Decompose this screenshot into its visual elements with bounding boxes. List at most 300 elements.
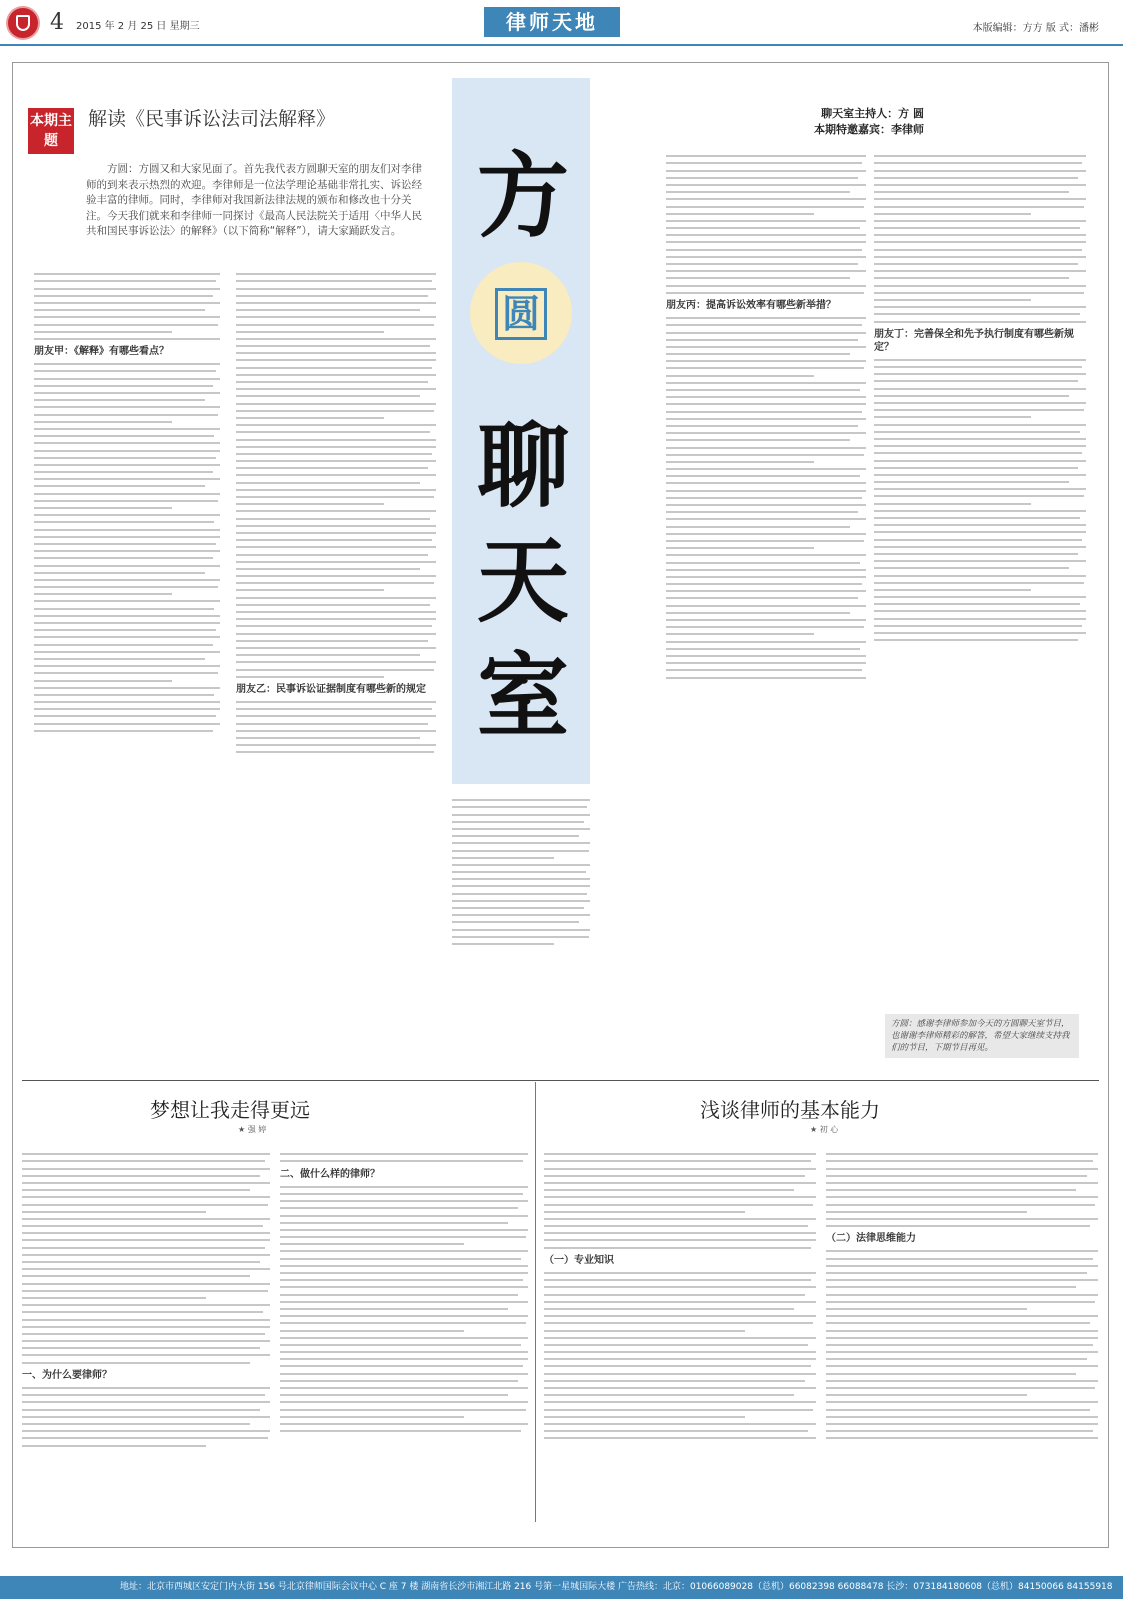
text-line (874, 546, 1086, 548)
text-line (544, 1330, 745, 1332)
text-line (666, 324, 862, 326)
text-line (874, 452, 1082, 454)
text-line (280, 1351, 528, 1353)
text-line (544, 1301, 816, 1303)
text-line (544, 1315, 816, 1317)
text-line (452, 806, 587, 808)
text-line (34, 658, 205, 660)
text-line (22, 1153, 270, 1155)
text-line (34, 730, 213, 732)
text-line (874, 206, 1084, 208)
text-line (34, 543, 216, 545)
text-line (34, 450, 220, 452)
text-line (874, 191, 1069, 193)
text-line (826, 1315, 1098, 1317)
text-line (22, 1232, 270, 1234)
text-line (22, 1423, 250, 1425)
text-line (236, 309, 420, 311)
text-line (452, 814, 590, 816)
text-line (22, 1261, 260, 1263)
text-line (236, 546, 436, 548)
emblem-logo-icon (6, 6, 40, 40)
text-line (280, 1344, 521, 1346)
text-line (34, 600, 220, 602)
text-line (874, 445, 1086, 447)
text-line (826, 1265, 1098, 1267)
text-line (874, 162, 1082, 164)
text-line (236, 410, 434, 412)
text-line (236, 352, 436, 354)
text-line (826, 1308, 1027, 1310)
text-line (544, 1401, 816, 1403)
text-line (666, 367, 864, 369)
text-line (874, 460, 1086, 462)
text-line (452, 914, 590, 916)
text-line (874, 292, 1084, 294)
text-line (452, 828, 590, 830)
text-line (22, 1247, 265, 1249)
text-line (666, 576, 866, 578)
text-line (452, 821, 584, 823)
text-line (280, 1160, 523, 1162)
text-line (34, 295, 213, 297)
text-line (236, 374, 436, 376)
text-line (236, 381, 428, 383)
text-line (544, 1409, 813, 1411)
text-line (874, 582, 1084, 584)
text-line (666, 270, 866, 272)
text-line (544, 1189, 794, 1191)
text-line (34, 464, 220, 466)
text-line (34, 324, 218, 326)
text-line (826, 1160, 1093, 1162)
text-line (280, 1387, 528, 1389)
text-line (874, 313, 1080, 315)
text-line (236, 554, 428, 556)
text-line (34, 694, 214, 696)
text-line (666, 662, 866, 664)
text-line (666, 411, 862, 413)
text-line (280, 1193, 523, 1195)
text-line (874, 198, 1086, 200)
text-line (544, 1272, 816, 1274)
text-line (666, 177, 858, 179)
article-1-section-1: 一、为什么要律师？ (22, 1369, 112, 1381)
text-line (236, 367, 432, 369)
text-line (236, 676, 384, 678)
text-line (280, 1272, 528, 1274)
text-line (874, 474, 1086, 476)
article-1-title: 梦想让我走得更远 (150, 1098, 310, 1122)
text-line (826, 1182, 1098, 1184)
text-line (34, 514, 220, 516)
text-line (666, 669, 862, 671)
text-line (236, 503, 384, 505)
text-line (236, 532, 436, 534)
text-line (34, 536, 220, 538)
title-char-liao: 聊 (477, 412, 570, 520)
text-line (826, 1272, 1087, 1274)
text-line (452, 878, 590, 880)
text-line (34, 478, 220, 480)
article-2-title: 浅谈律师的基本能力 (700, 1098, 880, 1122)
text-line (280, 1243, 464, 1245)
text-line (280, 1416, 464, 1418)
text-line (666, 263, 858, 265)
text-line (874, 234, 1086, 236)
text-line (544, 1358, 816, 1360)
text-line (452, 850, 589, 852)
text-line (236, 518, 430, 520)
text-line (22, 1394, 265, 1396)
text-line (280, 1250, 528, 1252)
text-line (22, 1416, 270, 1418)
text-line (874, 366, 1082, 368)
text-line (874, 539, 1082, 541)
text-line (22, 1204, 268, 1206)
text-line (22, 1254, 270, 1256)
text-line (34, 529, 220, 531)
closing-note: 方圆：感谢李律师参加今天的方圆聊天室节目，也谢谢李律师精彩的解答，希望大家继续支持我们的节目，下期节目再见。 (885, 1014, 1079, 1058)
text-line (666, 277, 850, 279)
text-line (874, 618, 1086, 620)
text-line (280, 1322, 526, 1324)
feature-column-3 (452, 794, 590, 1058)
text-line (544, 1394, 794, 1396)
text-line (280, 1207, 518, 1209)
text-line (280, 1200, 528, 1202)
text-line (666, 234, 866, 236)
text-line (666, 432, 866, 434)
text-line (666, 475, 860, 477)
text-line (666, 468, 866, 470)
text-line (874, 177, 1078, 179)
text-line (544, 1168, 816, 1170)
text-line (666, 447, 866, 449)
question-3: 朋友丙：提高诉讼效率有哪些新举措？ (666, 299, 836, 311)
text-line (280, 1380, 518, 1382)
text-line (236, 561, 436, 563)
text-line (34, 399, 205, 401)
text-line (544, 1430, 808, 1432)
text-line (22, 1333, 265, 1335)
text-line (34, 414, 218, 416)
text-line (874, 560, 1086, 562)
text-line (874, 575, 1086, 577)
text-line (22, 1304, 270, 1306)
guest-line: 本期特邀嘉宾：李律师 (814, 123, 924, 136)
text-line (666, 403, 866, 405)
text-line (236, 424, 436, 426)
text-line (236, 467, 428, 469)
text-line (826, 1365, 1098, 1367)
text-line (34, 442, 220, 444)
text-line (22, 1409, 260, 1411)
text-line (666, 590, 866, 592)
text-line (874, 438, 1086, 440)
text-line (280, 1215, 528, 1217)
text-line (666, 482, 866, 484)
text-line (666, 569, 866, 571)
text-line (666, 292, 864, 294)
text-line (544, 1322, 813, 1324)
text-line (544, 1225, 808, 1227)
text-line (666, 504, 866, 506)
text-line (666, 633, 814, 635)
text-line (236, 708, 432, 710)
text-line (874, 321, 1086, 323)
text-line (666, 677, 866, 679)
text-line (236, 302, 436, 304)
text-line (666, 339, 858, 341)
text-line (874, 402, 1086, 404)
text-line (34, 715, 216, 717)
text-line (280, 1301, 528, 1303)
text-line (666, 497, 862, 499)
text-line (826, 1322, 1090, 1324)
text-line (874, 359, 1086, 361)
text-line (544, 1365, 811, 1367)
text-line (280, 1286, 528, 1288)
text-line (280, 1308, 508, 1310)
question-4: 朋友丁：完善保全和先予执行制度有哪些新规定？ (874, 328, 1074, 353)
text-line (874, 553, 1078, 555)
text-line (874, 256, 1086, 258)
article-2-section-1: （一）专业知识 (544, 1254, 614, 1266)
text-line (666, 518, 866, 520)
text-line (826, 1373, 1076, 1375)
text-line (34, 493, 220, 495)
text-line (826, 1430, 1093, 1432)
host-info (806, 106, 924, 138)
text-line (452, 799, 590, 801)
question-2: 朋友乙：民事诉讼证据制度有哪些新的规定 (236, 683, 426, 695)
text-line (874, 524, 1086, 526)
text-line (544, 1232, 816, 1234)
text-line (666, 612, 850, 614)
text-line (452, 936, 589, 938)
text-line (666, 655, 866, 657)
text-line (22, 1347, 260, 1349)
text-line (826, 1175, 1087, 1177)
text-line (280, 1337, 528, 1339)
text-line (544, 1387, 816, 1389)
text-line (874, 263, 1078, 265)
text-line (874, 227, 1080, 229)
text-line (544, 1160, 811, 1162)
text-line (34, 406, 220, 408)
article-divider (535, 1082, 536, 1522)
text-line (452, 921, 579, 923)
section-banner: 律师天地 (484, 7, 620, 37)
text-line (452, 835, 579, 837)
text-line (666, 540, 864, 542)
text-line (34, 723, 220, 725)
text-line (874, 589, 1031, 591)
text-line (666, 241, 866, 243)
text-line (826, 1168, 1098, 1170)
text-line (666, 439, 850, 441)
text-line (280, 1229, 528, 1231)
text-line (236, 744, 436, 746)
article-1-byline: ★ 强 婷 (238, 1125, 267, 1134)
text-line (452, 885, 590, 887)
text-line (544, 1247, 811, 1249)
text-line (544, 1423, 816, 1425)
text-line (452, 864, 590, 866)
text-line (236, 388, 436, 390)
page-number: 4 (50, 10, 64, 35)
text-line (280, 1236, 526, 1238)
text-line (826, 1344, 1093, 1346)
text-line (280, 1186, 528, 1188)
text-line (544, 1416, 745, 1418)
text-line (34, 370, 216, 372)
feature-column-1 (34, 268, 220, 1058)
text-line (22, 1430, 270, 1432)
article-1-column-1 (22, 1148, 270, 1564)
page-header (0, 0, 1123, 46)
text-line (874, 639, 1078, 641)
text-line (544, 1344, 808, 1346)
text-line (544, 1182, 816, 1184)
text-line (874, 270, 1086, 272)
text-line (34, 392, 220, 394)
text-line (826, 1286, 1076, 1288)
text-line (544, 1175, 805, 1177)
text-line (874, 155, 1086, 157)
text-line (826, 1330, 1098, 1332)
text-line (666, 425, 858, 427)
title-char-tian: 天 (477, 527, 570, 635)
text-line (874, 495, 1084, 497)
feature-column-2 (236, 268, 436, 1058)
text-line (874, 249, 1082, 251)
text-line (544, 1337, 816, 1339)
text-line (544, 1218, 816, 1220)
text-line (22, 1297, 206, 1299)
text-line (22, 1239, 270, 1241)
text-line (826, 1279, 1098, 1281)
text-line (826, 1401, 1098, 1403)
text-line (874, 285, 1086, 287)
text-line (874, 481, 1069, 483)
text-line (280, 1258, 521, 1260)
text-line (22, 1326, 270, 1328)
text-line (874, 170, 1086, 172)
text-line (544, 1286, 816, 1288)
text-line (236, 640, 428, 642)
text-line (280, 1409, 526, 1411)
text-line (666, 332, 866, 334)
question-1: 朋友甲：《解释》有哪些看点？ (34, 346, 169, 358)
text-line (236, 625, 432, 627)
text-line (236, 715, 436, 717)
text-line (22, 1401, 270, 1403)
text-line (826, 1358, 1087, 1360)
text-line (236, 324, 434, 326)
text-line (874, 424, 1086, 426)
text-line (236, 597, 436, 599)
text-line (236, 582, 434, 584)
text-line (452, 857, 554, 859)
text-line (666, 213, 814, 215)
text-line (236, 654, 420, 656)
text-line (544, 1204, 813, 1206)
text-line (666, 547, 814, 549)
text-line (236, 295, 428, 297)
text-line (34, 708, 220, 710)
text-line (236, 453, 432, 455)
text-line (280, 1423, 528, 1425)
text-line (236, 669, 434, 671)
text-line (826, 1394, 1027, 1396)
text-line (826, 1409, 1090, 1411)
text-line (236, 618, 436, 620)
text-line (236, 316, 436, 318)
text-line (666, 170, 866, 172)
text-line (236, 431, 430, 433)
text-line (826, 1437, 1098, 1439)
text-line (826, 1337, 1098, 1339)
text-line (874, 395, 1069, 397)
text-line (452, 871, 586, 873)
text-line (666, 317, 866, 319)
text-line (34, 586, 218, 588)
text-line (280, 1294, 518, 1296)
text-line (34, 363, 220, 365)
text-line (34, 471, 213, 473)
text-line (666, 375, 814, 377)
text-line (34, 572, 205, 574)
text-line (22, 1189, 250, 1191)
text-line (826, 1225, 1090, 1227)
text-line (874, 517, 1080, 519)
text-line (666, 461, 814, 463)
text-line (666, 184, 866, 186)
text-line (236, 723, 428, 725)
text-line (666, 597, 858, 599)
text-line (666, 648, 860, 650)
text-line (34, 644, 213, 646)
text-line (34, 378, 220, 380)
text-line (22, 1319, 270, 1321)
text-line (236, 288, 436, 290)
text-line (826, 1153, 1098, 1155)
text-line (666, 619, 866, 621)
text-line (236, 730, 436, 732)
text-line (34, 316, 220, 318)
text-line (236, 439, 436, 441)
text-line (544, 1279, 811, 1281)
text-line (666, 562, 860, 564)
text-line (236, 359, 436, 361)
text-line (452, 907, 584, 909)
text-line (280, 1373, 528, 1375)
text-line (22, 1340, 270, 1342)
text-line (544, 1351, 816, 1353)
text-line (280, 1401, 528, 1403)
text-line (666, 256, 866, 258)
text-line (666, 533, 866, 535)
text-line (280, 1430, 521, 1432)
article-2-byline: ★ 初 心 (810, 1125, 839, 1134)
text-line (666, 396, 866, 398)
text-line (666, 526, 850, 528)
text-line (236, 510, 436, 512)
text-line (236, 280, 432, 282)
text-line (34, 309, 205, 311)
